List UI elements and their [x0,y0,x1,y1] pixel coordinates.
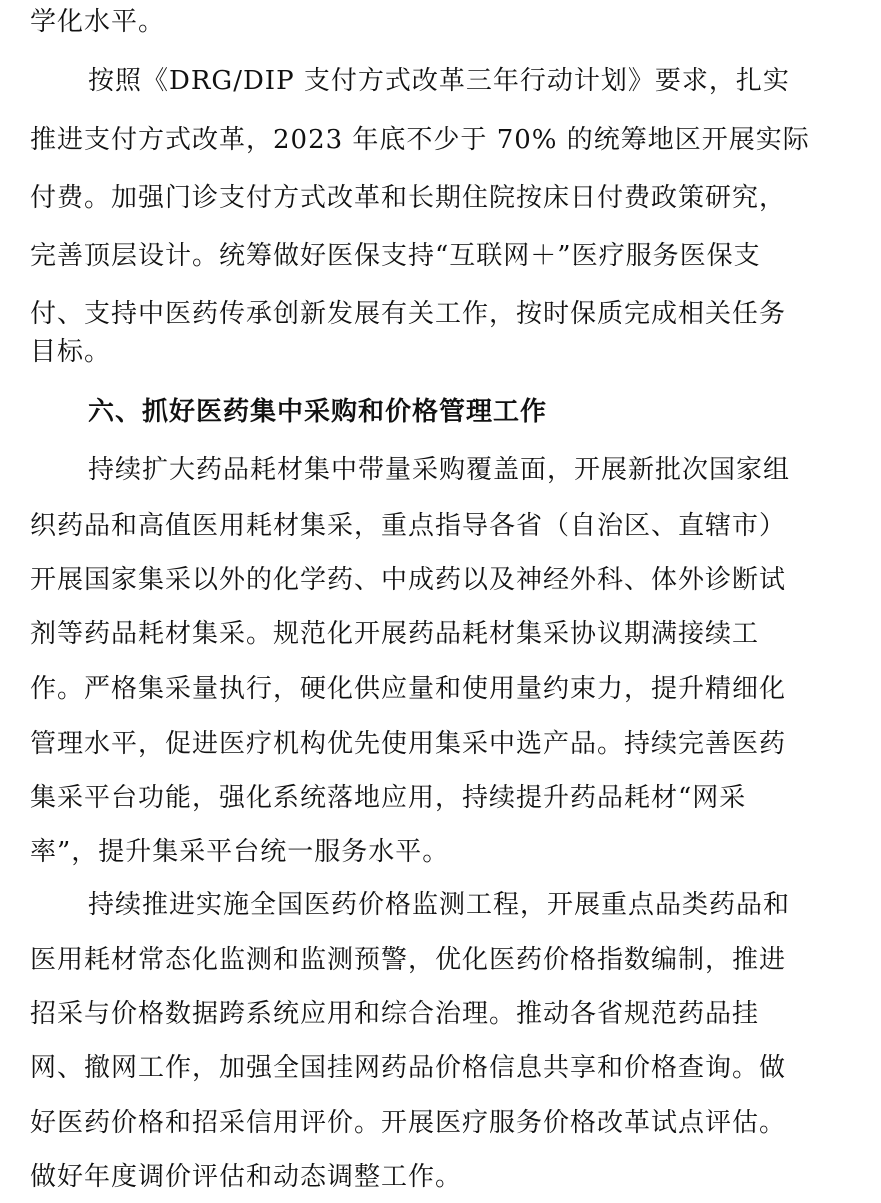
paragraph-line: 开展国家集采以外的化学药、中成药以及神经外科、体外诊断试 [30,565,787,595]
paragraph-line: 剂等药品耗材集采。规范化开展药品耗材集采协议期满接续工 [30,619,760,649]
paragraph-line: 完善顶层设计。统筹做好医保支持“互联网＋”医疗服务医保支 [30,241,761,271]
paragraph-line: 率”，提升集采平台统一服务水平。 [30,837,450,867]
paragraph-line: 集采平台功能，强化系统落地应用，持续提升药品耗材“网采 [30,783,747,813]
paragraph-line: 持续扩大药品耗材集中带量采购覆盖面，开展新批次国家组 [88,455,791,485]
paragraph-continuation-line-1: 学化水平。 [30,7,166,37]
section-heading: 六、抓好医药集中采购和价格管理工作 [88,397,548,427]
paragraph-line: 按照《DRG/DIP 支付方式改革三年行动计划》要求，扎实 [88,66,790,96]
paragraph-line: 医用耗材常态化监测和监测预警，优化医药价格指数编制，推进 [30,945,787,975]
paragraph-line: 好医药价格和招采信用评价。开展医疗服务价格改革试点评估。 [30,1108,787,1138]
paragraph-line: 持续推进实施全国医药价格监测工程，开展重点品类药品和 [88,890,791,920]
paragraph-line: 做好年度调价评估和动态调整工作。 [30,1162,463,1192]
paragraph-line: 目标。 [30,337,112,367]
paragraph-line: 织药品和高值医用耗材集采，重点指导各省（自治区、直辖市） [30,511,787,541]
paragraph-line: 付、支持中医药传承创新发展有关工作，按时保质完成相关任务 [30,299,787,329]
paragraph-line: 推进支付方式改革，2023 年底不少于 70% 的统筹地区开展实际 [30,125,810,155]
paragraph-line: 管理水平，促进医疗机构优先使用集采中选产品。持续完善医药 [30,729,787,759]
paragraph-line: 付费。加强门诊支付方式改革和长期住院按床日付费政策研究， [30,183,787,213]
paragraph-line: 作。严格集采量执行，硬化供应量和使用量约束力，提升精细化 [30,674,787,704]
paragraph-line: 网、撤网工作，加强全国挂网药品价格信息共享和价格查询。做 [30,1053,787,1083]
paragraph-line: 招采与价格数据跨系统应用和综合治理。推动各省规范药品挂 [30,999,760,1029]
